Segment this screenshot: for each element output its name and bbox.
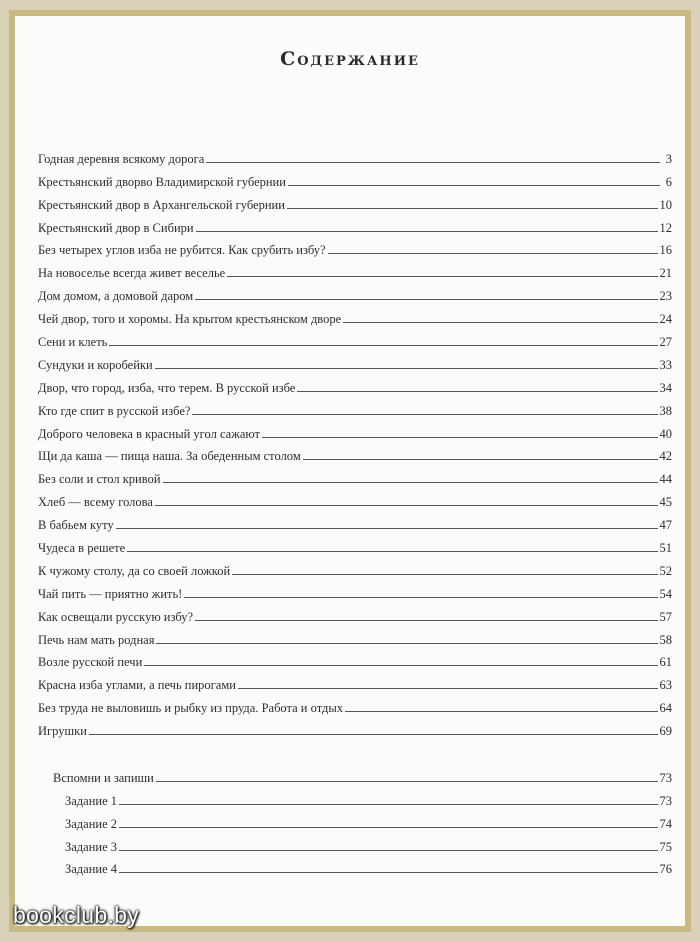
toc-entry-page: 54 [659,586,672,601]
toc-entry-page: 42 [659,449,672,464]
toc-leader-line [328,253,658,254]
toc-leader-line [303,459,658,460]
toc-leader-line [119,850,657,851]
toc-entry [38,167,672,190]
toc-entry [53,855,672,878]
toc-entry-title: Без труда не выловишь и рыбку из пруда. Работа и отдых [38,701,344,716]
toc-entry-title: Кто где спит в русской избе? [38,403,191,418]
toc-entry [38,464,672,487]
toc-leader-line [195,299,657,300]
table-of-contents-appendix [53,763,672,877]
toc-entry-page: 74 [659,816,672,831]
toc-entry [38,144,672,167]
toc-entry [38,670,672,693]
toc-leader-line [227,276,657,277]
toc-entry-title: Чей двор, того и хоромы. На крытом крестьянском дворе [38,312,342,327]
page-title: Содержание [280,48,420,70]
toc-entry [38,602,672,625]
toc-entry-page: 61 [659,655,672,670]
toc-leader-line [288,185,660,186]
toc-entry-title: К чужому столу, да со своей ложкой [38,563,231,578]
toc-entry-title: Задание 4 [65,862,118,877]
toc-entry-page: 69 [659,724,672,739]
toc-leader-line [156,643,657,644]
toc-entry [53,786,672,809]
toc-leader-line [155,368,658,369]
toc-entry-page: 33 [659,357,672,372]
toc-entry [38,579,672,602]
toc-leader-line [156,781,658,782]
toc-entry-page: 76 [659,862,672,877]
toc-entry-page: 47 [659,518,672,533]
toc-leader-line [116,528,658,529]
toc-leader-line [343,322,657,323]
toc-entry-title: Доброго человека в красный угол сажают [38,426,261,441]
toc-entry-page: 24 [659,312,672,327]
toc-entry [38,716,672,739]
book-page [9,10,691,932]
toc-entry-title: Сени и клеть [38,335,108,350]
toc-entry-page: 23 [659,289,672,304]
toc-entry-page: 75 [659,839,672,854]
watermark: bookclub.by [13,902,140,928]
toc-entry-title: Дом домом, а домовой даром [38,289,194,304]
toc-entry [38,533,672,556]
toc-entry [38,396,672,419]
toc-entry-page: 73 [659,793,672,808]
toc-entry [38,327,672,350]
toc-entry [38,693,672,716]
toc-entry-page: 6 [665,174,672,189]
toc-entry-page: 45 [659,495,672,510]
toc-leader-line [119,804,657,805]
toc-entry [53,763,672,786]
toc-leader-line [345,711,657,712]
toc-entry [38,281,672,304]
toc-entry-page: 57 [659,609,672,624]
toc-entry [38,258,672,281]
toc-entry-title: Вспомни и запиши [53,770,154,785]
toc-entry-page: 51 [659,541,672,556]
toc-entry-page: 27 [659,335,672,350]
toc-entry [38,419,672,442]
toc-entry-title: Годная деревня всякому дорога [38,151,205,166]
toc-entry-title: Игрушки [38,724,87,739]
toc-leader-line [238,688,658,689]
toc-entry [38,510,672,533]
toc-entry-title: Печь нам мать родная [38,632,155,647]
toc-entry [38,236,672,259]
toc-entry-page: 10 [659,197,672,212]
toc-entry-title: Крестьянский дворво Владимирской губернии [38,174,286,189]
toc-entry-title: Крестьянский двор в Архангельской губернии [38,197,285,212]
toc-entry [38,304,672,327]
toc-leader-line [127,551,657,552]
toc-entry-page: 38 [659,403,672,418]
toc-entry-title: Возле русской печи [38,655,143,670]
toc-leader-line [155,505,658,506]
toc-entry-page: 63 [659,678,672,693]
toc-entry-title: В бабьем куту [38,518,114,533]
toc-entry-page: 3 [665,151,672,166]
toc-entry [53,809,672,832]
toc-entry [38,648,672,671]
toc-entry-page: 58 [659,632,672,647]
toc-entry-title: Чай пить — приятно жить! [38,586,183,601]
page-inner [15,16,685,926]
toc-entry-page: 44 [659,472,672,487]
toc-entry-page: 64 [659,701,672,716]
toc-leader-line [109,345,657,346]
toc-entry-page: 12 [659,220,672,235]
toc-leader-line [287,208,658,209]
toc-leader-line [297,391,657,392]
toc-leader-line [192,414,657,415]
table-of-contents [38,144,672,739]
toc-entry [38,373,672,396]
toc-entry-page: 34 [659,380,672,395]
toc-entry [38,556,672,579]
toc-entry [38,213,672,236]
toc-leader-line [89,734,658,735]
toc-entry [38,625,672,648]
toc-entry [38,487,672,510]
toc-entry-title: Сундуки и коробейки [38,357,153,372]
toc-leader-line [196,231,658,232]
toc-entry-title: Двор, что город, изба, что терем. В русской избе [38,380,296,395]
toc-leader-line [163,482,658,483]
toc-entry-page: 52 [659,563,672,578]
toc-entry-title: Красна изба углами, а печь пирогами [38,678,236,693]
toc-entry-page: 16 [659,243,672,258]
toc-leader-line [206,162,660,163]
toc-entry-page: 40 [659,426,672,441]
toc-leader-line [195,620,657,621]
toc-entry-title: Без четырех углов изба не рубится. Как срубить избу? [38,243,326,258]
toc-entry [53,832,672,855]
toc-entry-page: 73 [659,770,672,785]
toc-leader-line [262,437,657,438]
toc-entry-title: На новоселье всегда живет веселье [38,266,226,281]
toc-entry-title: Хлеб — всему голова [38,495,153,510]
toc-entry-title: Задание 2 [65,816,118,831]
toc-entry [38,442,672,465]
toc-entry-title: Задание 3 [65,839,118,854]
toc-leader-line [144,665,657,666]
toc-entry-title: Задание 1 [65,793,118,808]
toc-entry-title: Крестьянский двор в Сибири [38,220,194,235]
toc-entry-page: 21 [659,266,672,281]
toc-leader-line [184,597,657,598]
toc-leader-line [119,872,657,873]
toc-entry [38,350,672,373]
toc-leader-line [232,574,657,575]
toc-entry-title: Как освещали русскую избу? [38,609,194,624]
toc-entry [38,190,672,213]
toc-leader-line [119,827,657,828]
toc-entry-title: Чудеса в решете [38,541,126,556]
toc-entry-title: Щи да каша — пища наша. За обеденным столом [38,449,301,464]
toc-entry-title: Без соли и стол кривой [38,472,161,487]
